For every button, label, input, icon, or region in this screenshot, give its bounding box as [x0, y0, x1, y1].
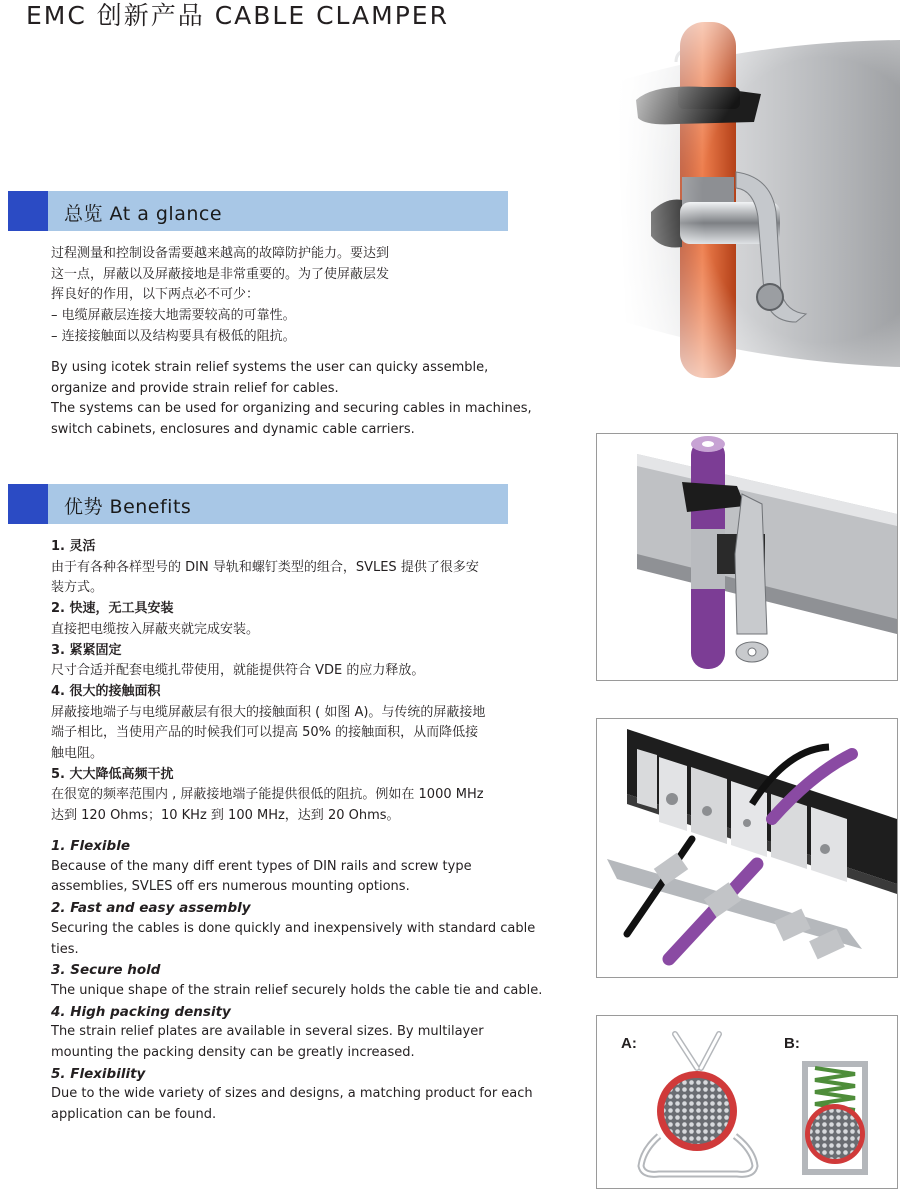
- benefit-heading: 1. 灵活: [51, 539, 96, 554]
- text-line: Because of the many diff erent types of DIN rails and screw type: [51, 858, 472, 874]
- figure-label-b: B:: [784, 1035, 800, 1052]
- text-line: 直接把电缆按入屏蔽夹就完成安装。: [51, 621, 260, 637]
- benefit-heading: 1. Flexible: [51, 838, 131, 854]
- text-line: Securing the cables is done quickly and inexpensively with standard cable: [51, 920, 536, 936]
- text-line: application can be found.: [51, 1107, 217, 1123]
- text-line: 这一点，屏蔽以及屏蔽接地是非常重要的。为了使屏蔽层发: [51, 266, 390, 282]
- clamp-orange-cable-photo: [596, 22, 900, 378]
- text-line: 过程测量和控制设备需要越来越高的故障防护能力。要达到: [51, 246, 390, 261]
- benefit-heading: 3. Secure hold: [51, 962, 161, 979]
- benefit-heading: 4. 很大的接触面积: [51, 683, 161, 699]
- text-line: 达到 120 Ohms；10 KHz 到 100 MHz，达到 20 Ohms。: [51, 808, 400, 824]
- text-line: 在很宽的频率范围内 , 屏蔽接地端子能提供很低的阻抗。例如在 1000 MHz: [51, 787, 484, 803]
- section-accent: [8, 191, 48, 231]
- benefit-heading: 4. High packing density: [51, 1003, 231, 1020]
- text-line: switch cabinets, enclosures and dynamic cable carriers.: [51, 422, 415, 438]
- text-line: organize and provide strain relief for cables.: [51, 380, 339, 396]
- benefit-heading: 2. 快速，无工具安装: [51, 601, 174, 617]
- text-line: The strain relief plates are available in several sizes. By multilayer: [51, 1024, 484, 1040]
- text-line: 尺寸合适并配套电缆扎带使用，就能提供符合 VDE 的应力释放。: [51, 663, 425, 679]
- overview-heading: 总览 At a glance: [64, 203, 223, 225]
- text-line: mounting the packing density can be greatly increased.: [51, 1045, 415, 1061]
- strain-relief-plate-photo: [596, 718, 898, 978]
- text-line: 挥良好的作用，以下两点必不可少：: [51, 287, 260, 303]
- figure-label-a: A:: [621, 1035, 637, 1052]
- overview-section-header: [8, 191, 508, 231]
- contact-area-diagram: [596, 1015, 898, 1189]
- benefit-heading: 5. 大大降低高频干扰: [51, 766, 174, 782]
- text-line: The unique shape of the strain relief securely holds the cable tie and cable.: [51, 982, 543, 998]
- text-line: 端子相比，当使用产品的时候我们可以提高 50% 的接触面积，从而降低接: [51, 725, 479, 741]
- text-line: By using icotek strain relief systems the user can quicky assemble,: [51, 360, 489, 375]
- overview-chinese-text: [51, 244, 521, 348]
- page-title: EMC 创新产品 CABLE CLAMPER: [26, 1, 449, 30]
- text-line: – 连接接触面以及结构要具有极低的阻抗。: [51, 328, 296, 344]
- text-line: 触电阻。: [51, 746, 104, 762]
- section-accent: [8, 484, 48, 524]
- text-line: ties.: [51, 941, 79, 957]
- text-line: 屏蔽接地端子与电缆屏蔽层有很大的接触面积 ( 如图 A)。与传统的屏蔽接地: [51, 704, 486, 720]
- benefits-heading: 优势 Benefits: [64, 496, 192, 518]
- text-line: 装方式。: [51, 580, 104, 596]
- benefit-heading: 2. Fast and easy assembly: [51, 900, 251, 917]
- benefits-english-list: [51, 836, 543, 1126]
- text-line: Due to the wide variety of sizes and designs, a matching product for each: [51, 1086, 533, 1102]
- benefits-section-header: [8, 484, 508, 524]
- clamp-din-rail-photo: [596, 433, 898, 681]
- text-line: The systems can be used for organizing and securing cables in machines,: [51, 401, 532, 417]
- text-line: assemblies, SVLES off ers numerous mounting options.: [51, 879, 410, 895]
- text-line: – 电缆屏蔽层连接大地需要较高的可靠性。: [51, 308, 296, 324]
- overview-english-text: [51, 358, 532, 441]
- benefits-chinese-list: [51, 537, 521, 827]
- benefit-heading: 3. 紧紧固定: [51, 642, 122, 658]
- text-line: 由于有各种各样型号的 DIN 导轨和螺钉类型的组合，SVLES 提供了很多安: [51, 559, 479, 575]
- benefit-heading: 5. Flexibility: [51, 1065, 146, 1082]
